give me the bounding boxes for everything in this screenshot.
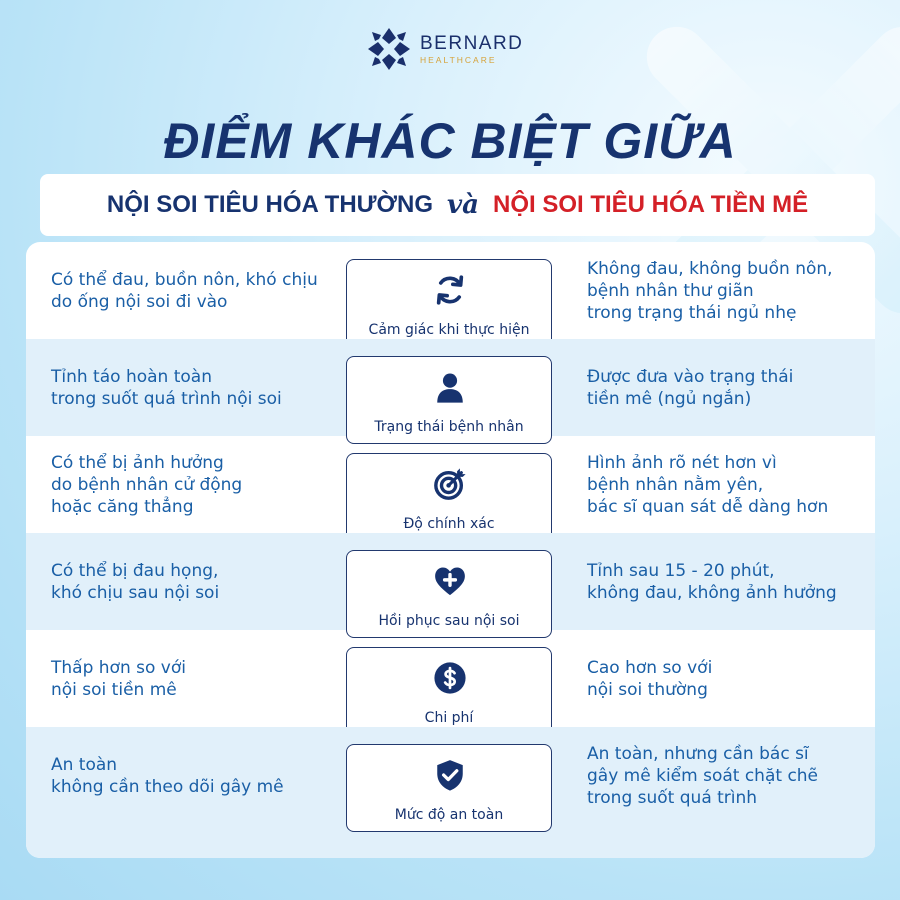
right-cell: Không đau, không buồn nôn, bệnh nhân thư giãn trong trạng thái ngủ nhẹ (587, 258, 833, 323)
subtitle-banner (40, 174, 875, 236)
criteria-label: Chi phí (424, 710, 474, 726)
right-cell: Cao hơn so với nội soi thường (587, 657, 713, 700)
right-cell: Được đưa vào trạng thái tiền mê (ngủ ngắn) (587, 366, 794, 409)
right-cell: Hình ảnh rõ nét hơn vì bệnh nhân nằm yên, bác sĩ quan sát dễ dàng hơn (587, 452, 829, 517)
table-row (26, 242, 875, 339)
criteria-box (346, 550, 552, 638)
table-row (26, 339, 875, 436)
criteria-label: Cảm giác khi thực hiện (368, 322, 530, 338)
left-cell: Có thể bị đau họng, khó chịu sau nội soi (51, 560, 220, 603)
left-cell: Có thể đau, buồn nôn, khó chịu do ống nội soi đi vào (51, 269, 318, 312)
left-cell: Thấp hơn so với nội soi tiền mê (51, 657, 186, 700)
brand-logo (366, 24, 523, 74)
right-cell: An toàn, nhưng cần bác sĩ gây mê kiểm soát chặt chẽ trong suốt quá trình (587, 743, 819, 808)
criteria-box (346, 744, 552, 832)
criteria-label: Hồi phục sau nội soi (378, 613, 520, 629)
brand-subtitle: HEALTHCARE (420, 54, 497, 65)
criteria-box (346, 453, 552, 541)
comparison-table (26, 242, 875, 858)
subtitle-right: NỘI SOI TIÊU HÓA TIỀN MÊ (493, 191, 809, 218)
table-row (26, 727, 875, 858)
page-title: ĐIỂM KHÁC BIỆT GIỮA (163, 113, 737, 169)
dollar-icon (433, 661, 467, 695)
bernard-cross-icon (366, 26, 412, 72)
subtitle-connector: và (447, 190, 479, 220)
user-icon (433, 370, 467, 404)
table-row (26, 533, 875, 630)
left-cell: Có thể bị ảnh hưởng do bệnh nhân cử động hoặc căng thẳng (51, 452, 243, 517)
heart-plus-icon (433, 564, 467, 598)
criteria-box (346, 259, 552, 347)
refresh-icon (433, 273, 467, 307)
left-cell: An toàn không cần theo dõi gây mê (51, 754, 284, 797)
shield-check-icon (433, 758, 467, 792)
criteria-label: Độ chính xác (403, 516, 495, 532)
right-cell: Tỉnh sau 15 - 20 phút, không đau, không ảnh hưởng (587, 560, 837, 603)
criteria-box (346, 647, 552, 735)
criteria-label: Trạng thái bệnh nhân (374, 419, 524, 435)
criteria-box (346, 356, 552, 444)
table-row (26, 436, 875, 533)
target-icon (433, 467, 467, 501)
subtitle-left: NỘI SOI TIÊU HÓA THƯỜNG (106, 191, 434, 218)
table-row (26, 630, 875, 727)
criteria-label: Mức độ an toàn (394, 807, 504, 823)
brand-name: BERNARD (420, 32, 524, 54)
left-cell: Tỉnh táo hoàn toàn trong suốt quá trình nội soi (51, 366, 282, 409)
